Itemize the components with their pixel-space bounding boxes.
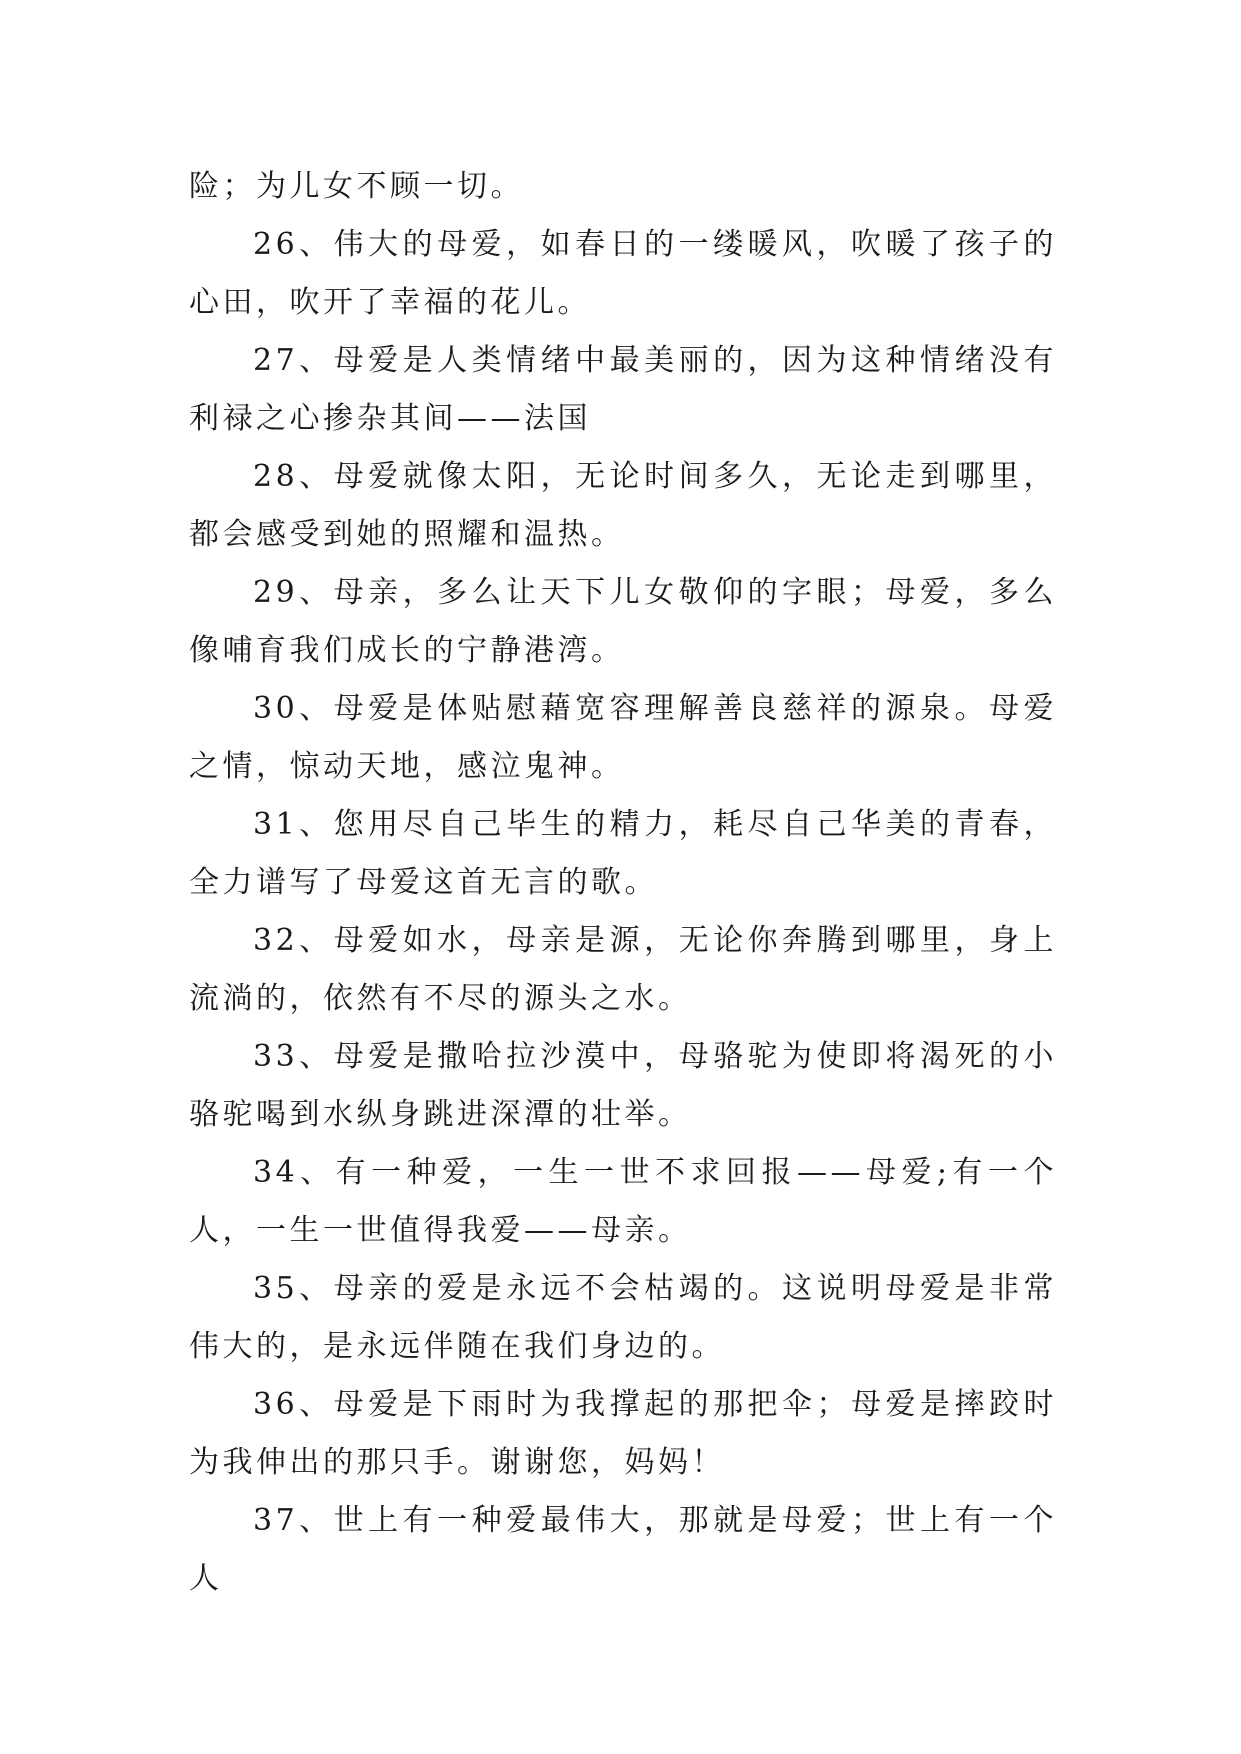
paragraph-34: 34、有一种爱，一生一世不求回报——母爱;有一个人，一生一世值得我爱——母亲。 xyxy=(189,1155,1057,1248)
document-body xyxy=(189,158,1057,1608)
paragraph-26: 26、伟大的母爱，如春日的一缕暖风，吹暖了孩子的心田，吹开了幸福的花儿。 xyxy=(189,227,1057,320)
paragraph-36: 36、母爱是下雨时为我撑起的那把伞；母爱是摔跤时为我伸出的那只手。谢谢您，妈妈！ xyxy=(189,1387,1057,1480)
paragraph-31: 31、您用尽自己毕生的精力，耗尽自己华美的青春，全力谱写了母爱这首无言的歌。 xyxy=(189,807,1057,900)
paragraph-32: 32、母爱如水，母亲是源，无论你奔腾到哪里，身上流淌的，依然有不尽的源头之水。 xyxy=(189,923,1057,1016)
paragraph-30: 30、母爱是体贴慰藉宽容理解善良慈祥的源泉。母爱之情，惊动天地，感泣鬼神。 xyxy=(189,691,1057,784)
paragraph-28: 28、母爱就像太阳，无论时间多久，无论走到哪里，都会感受到她的照耀和温热。 xyxy=(189,459,1057,552)
paragraph-37: 37、世上有一种爱最伟大，那就是母爱；世上有一个人 xyxy=(189,1503,1057,1596)
paragraph-27: 27、母爱是人类情绪中最美丽的，因为这种情绪没有利禄之心掺杂其间——法国 xyxy=(189,343,1057,436)
paragraph-continuation: 险；为儿女不顾一切。 xyxy=(189,169,524,204)
paragraph-29: 29、母亲，多么让天下儿女敬仰的字眼；母爱，多么像哺育我们成长的宁静港湾。 xyxy=(189,575,1057,668)
paragraph-35: 35、母亲的爱是永远不会枯竭的。这说明母爱是非常伟大的，是永远伴随在我们身边的。 xyxy=(189,1271,1057,1364)
paragraph-33: 33、母爱是撒哈拉沙漠中，母骆驼为使即将渴死的小骆驼喝到水纵身跳进深潭的壮举。 xyxy=(189,1039,1057,1132)
